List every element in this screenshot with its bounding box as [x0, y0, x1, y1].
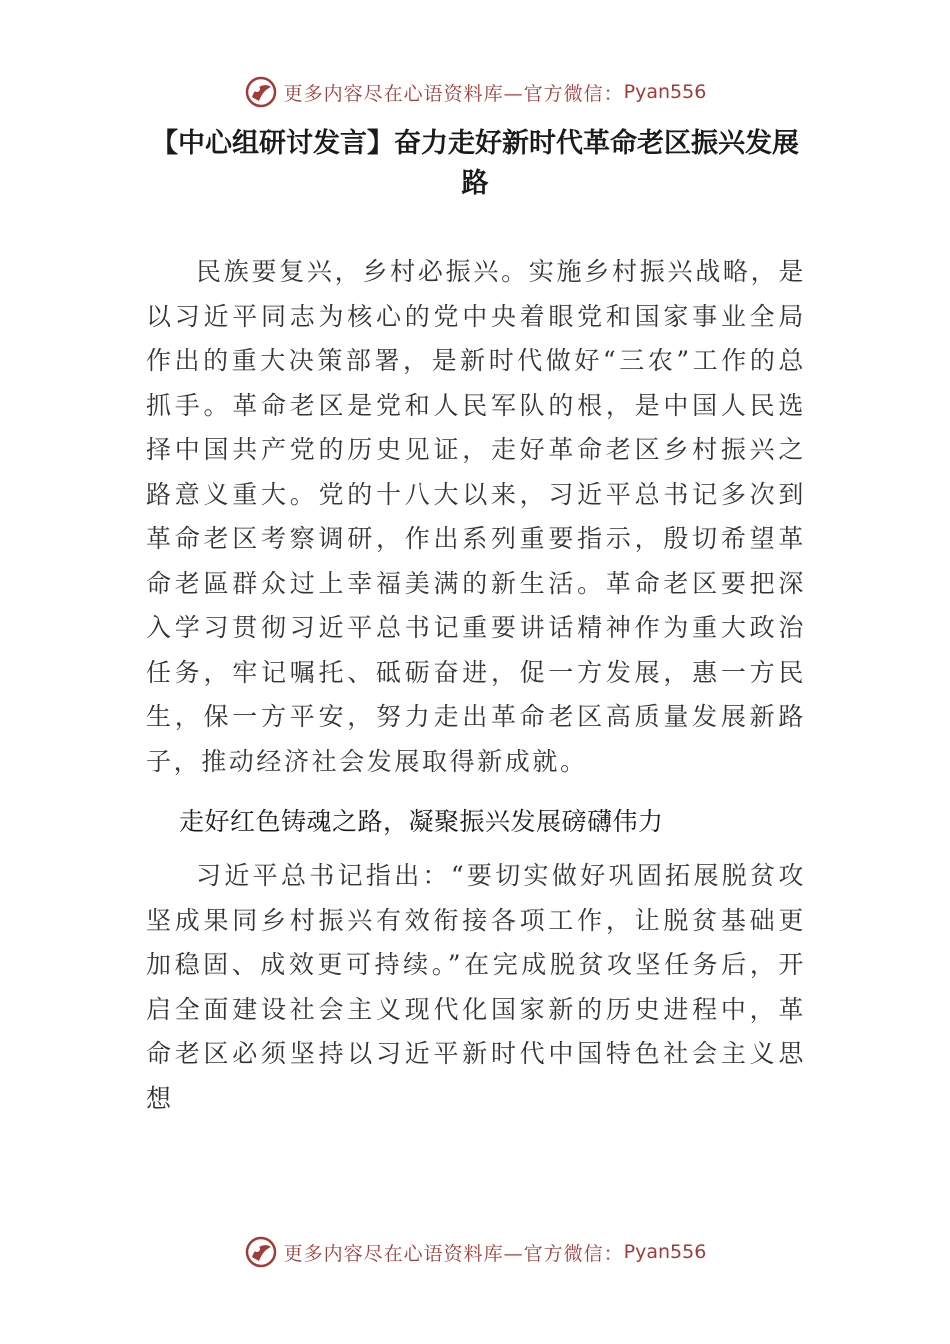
header-watermark [0, 72, 950, 112]
watermark-text: 更多内容尽在心语资料库—官方微信： [283, 82, 624, 105]
stylized-logo-icon [244, 1235, 278, 1269]
stylized-logo-icon [244, 75, 278, 109]
footer-watermark [0, 1232, 950, 1272]
document-title: 【中心组研讨发言】奋力走好新时代革命老区振兴发展路 [151, 128, 799, 199]
section-paragraph: 习近平总书记指出：“要切实做好巩固拓展脱贫攻坚成果同乡村振兴有效衔接各项工作，让脱贫基础更加稳固、成效更可持续。”在完成脱贫攻坚任务后，开启全面建设社会主义现代化国家新的历史进程中，革命老区必须坚持以习近平新时代中国特色社会主义思想 [146, 861, 806, 1113]
watermark-wechat-id: Pyan556 [623, 81, 707, 103]
section-heading: 走好红色铸魂之路，凝聚振兴发展磅礴伟力 [179, 807, 664, 836]
document-body [146, 250, 806, 1121]
watermark-wechat-id: Pyan556 [623, 1241, 707, 1263]
watermark-text: 更多内容尽在心语资料库—官方微信： [283, 1242, 624, 1265]
intro-paragraph: 民族要复兴，乡村必振兴。实施乡村振兴战略，是以习近平同志为核心的党中央着眼党和国家事业全局作出的重大决策部署，是新时代做好“三农”工作的总抓手。革命老区是党和人民军队的根，是中国人民选择中国共产党的历史见证，走好革命老区乡村振兴之路意义重大。党的十八大以来，习近平总书记多次到革命老区考察调研，作出系列重要指示，殷切希望革命老區群众过上幸福美满的新生活。革命老区要把深入学习贯彻习近平总书记重要讲话精神作为重大政治任务，牢记嘱托、砥砺奋进，促一方发展，惠一方民生，保一方平安，努力走出革命老区高质量发展新路子，推动经济社会发展取得新成就。 [146, 257, 806, 776]
